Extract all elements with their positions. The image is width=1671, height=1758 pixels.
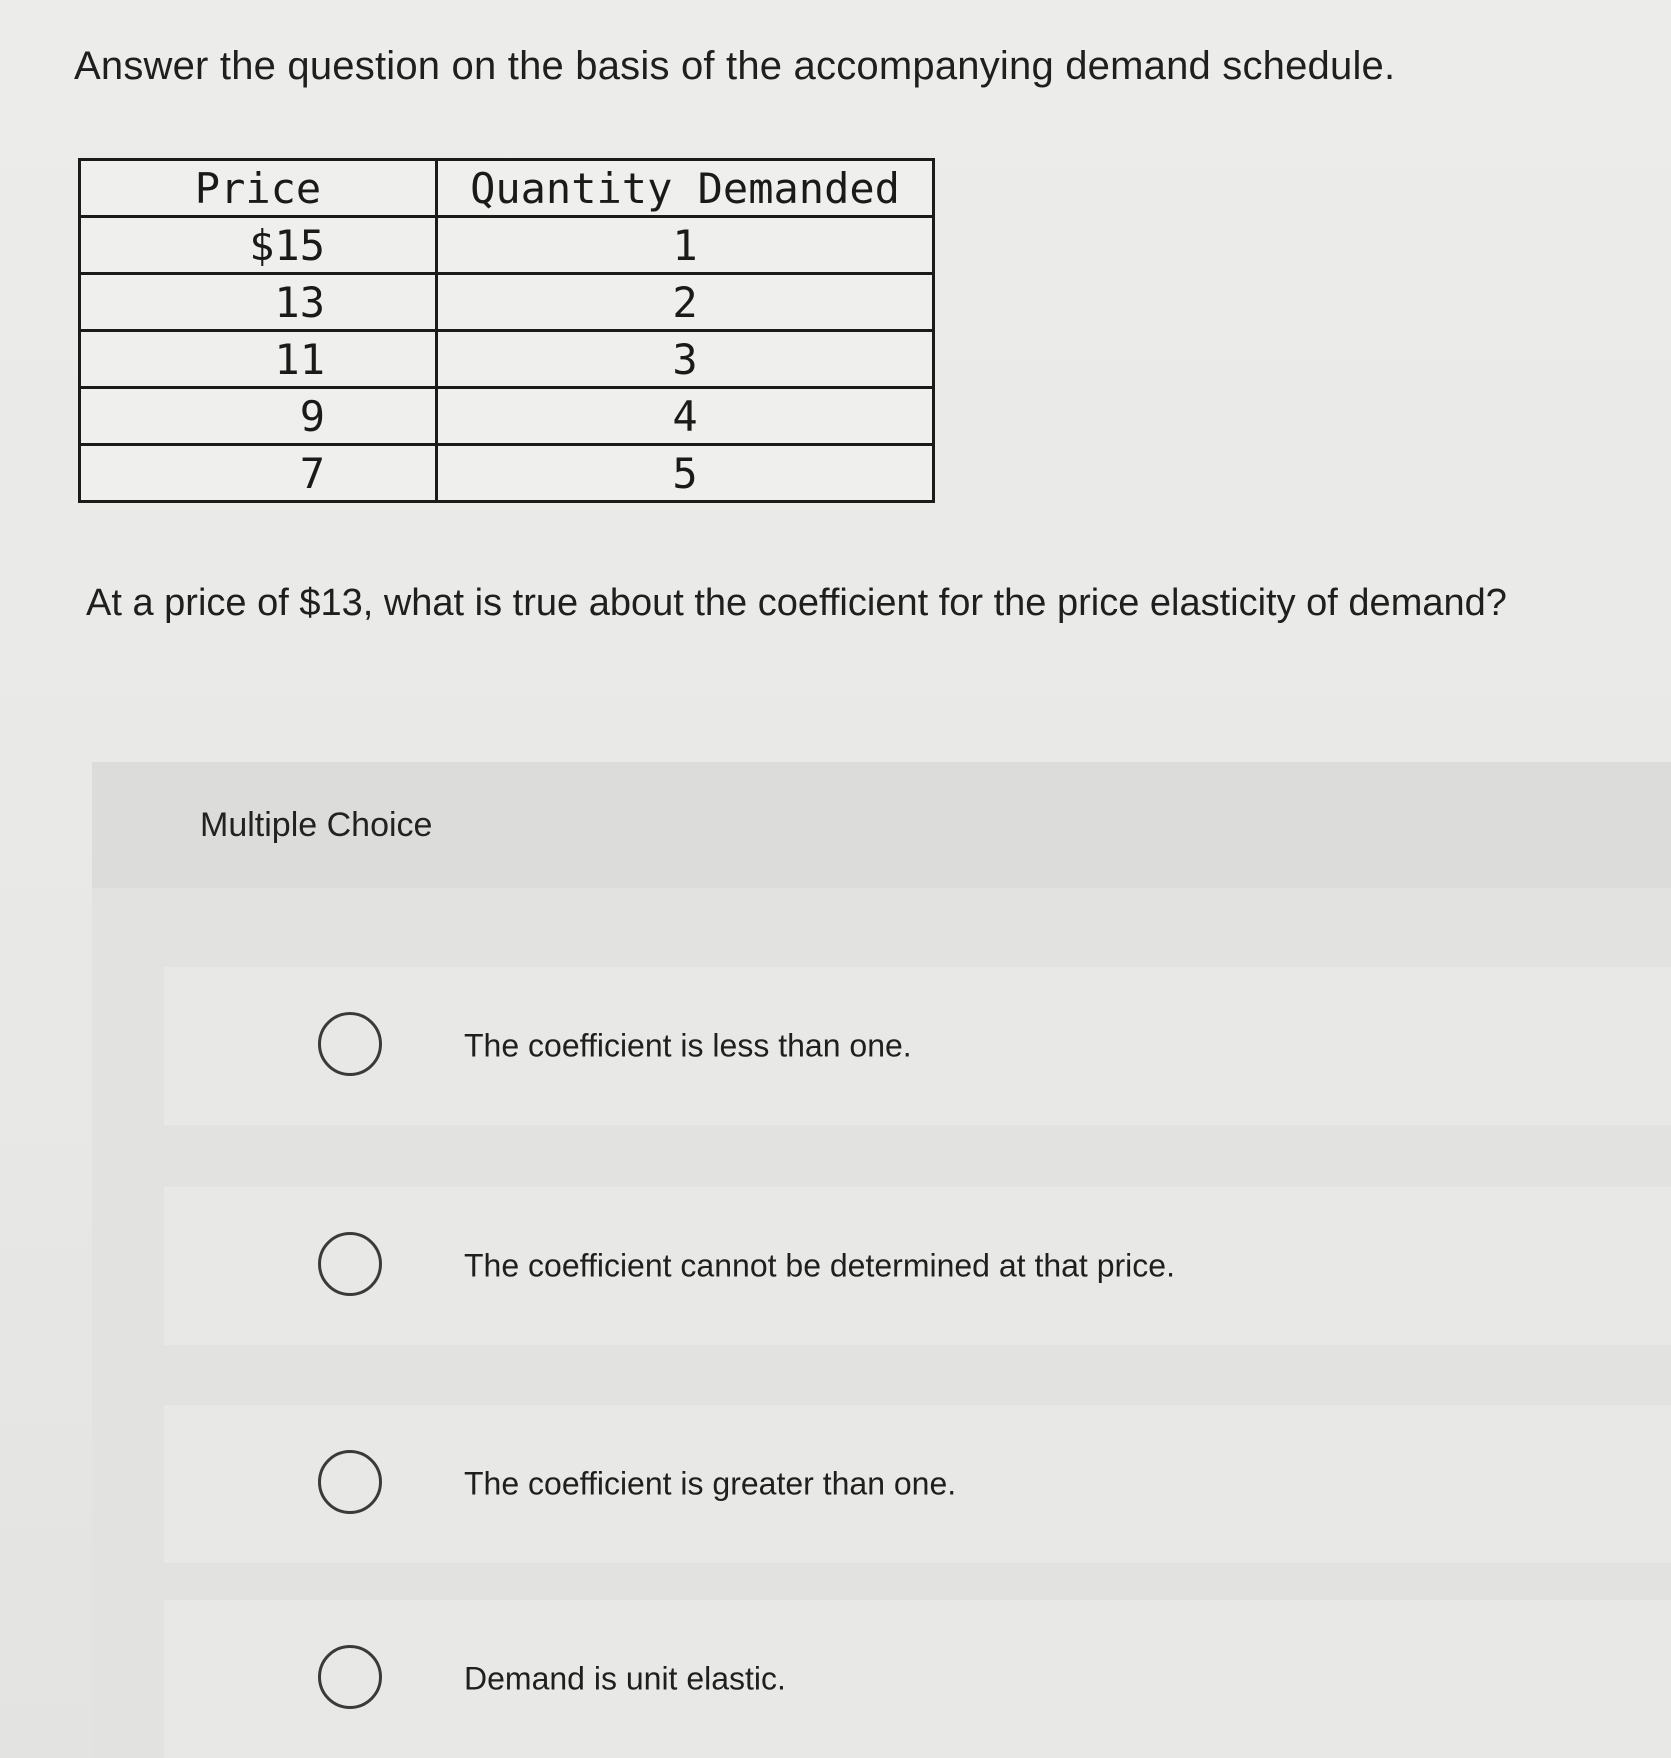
price-cell: 11 [80, 331, 437, 388]
demand-schedule-table [78, 158, 935, 503]
radio-button[interactable] [318, 1450, 382, 1514]
table-row [80, 217, 934, 274]
multiple-choice-header [92, 762, 1671, 888]
table-row [80, 274, 934, 331]
answer-option-label: The coefficient is less than one. [464, 1027, 912, 1064]
price-column-header: Price [80, 160, 437, 217]
answer-option-label: The coefficient is greater than one. [464, 1465, 957, 1502]
quantity-cell: 1 [437, 217, 934, 274]
quantity-cell: 2 [437, 274, 934, 331]
radio-button[interactable] [318, 1232, 382, 1296]
price-cell: 13 [80, 274, 437, 331]
radio-button[interactable] [318, 1645, 382, 1709]
instruction-text: Answer the question on the basis of the accompanying demand schedule. [74, 44, 1396, 88]
price-cell: 7 [80, 445, 437, 502]
radio-button[interactable] [318, 1012, 382, 1076]
answer-option-1[interactable] [164, 967, 1671, 1125]
answer-option-4[interactable] [164, 1600, 1671, 1758]
table-row [80, 388, 934, 445]
multiple-choice-label: Multiple Choice [200, 806, 433, 844]
table-row [80, 331, 934, 388]
answer-option-label: Demand is unit elastic. [464, 1660, 786, 1697]
multiple-choice-panel [92, 762, 1671, 1758]
price-cell: $15 [80, 217, 437, 274]
answer-option-2[interactable] [164, 1187, 1671, 1345]
quantity-cell: 4 [437, 388, 934, 445]
quantity-cell: 5 [437, 445, 934, 502]
table-row [80, 445, 934, 502]
quantity-column-header: Quantity Demanded [437, 160, 934, 217]
answer-option-3[interactable] [164, 1405, 1671, 1563]
quantity-cell: 3 [437, 331, 934, 388]
question-text: At a price of $13, what is true about the coefficient for the price elasticity of demand? [86, 582, 1507, 624]
table-header-row [80, 160, 934, 217]
price-cell: 9 [80, 388, 437, 445]
answer-option-label: The coefficient cannot be determined at that price. [464, 1247, 1175, 1284]
